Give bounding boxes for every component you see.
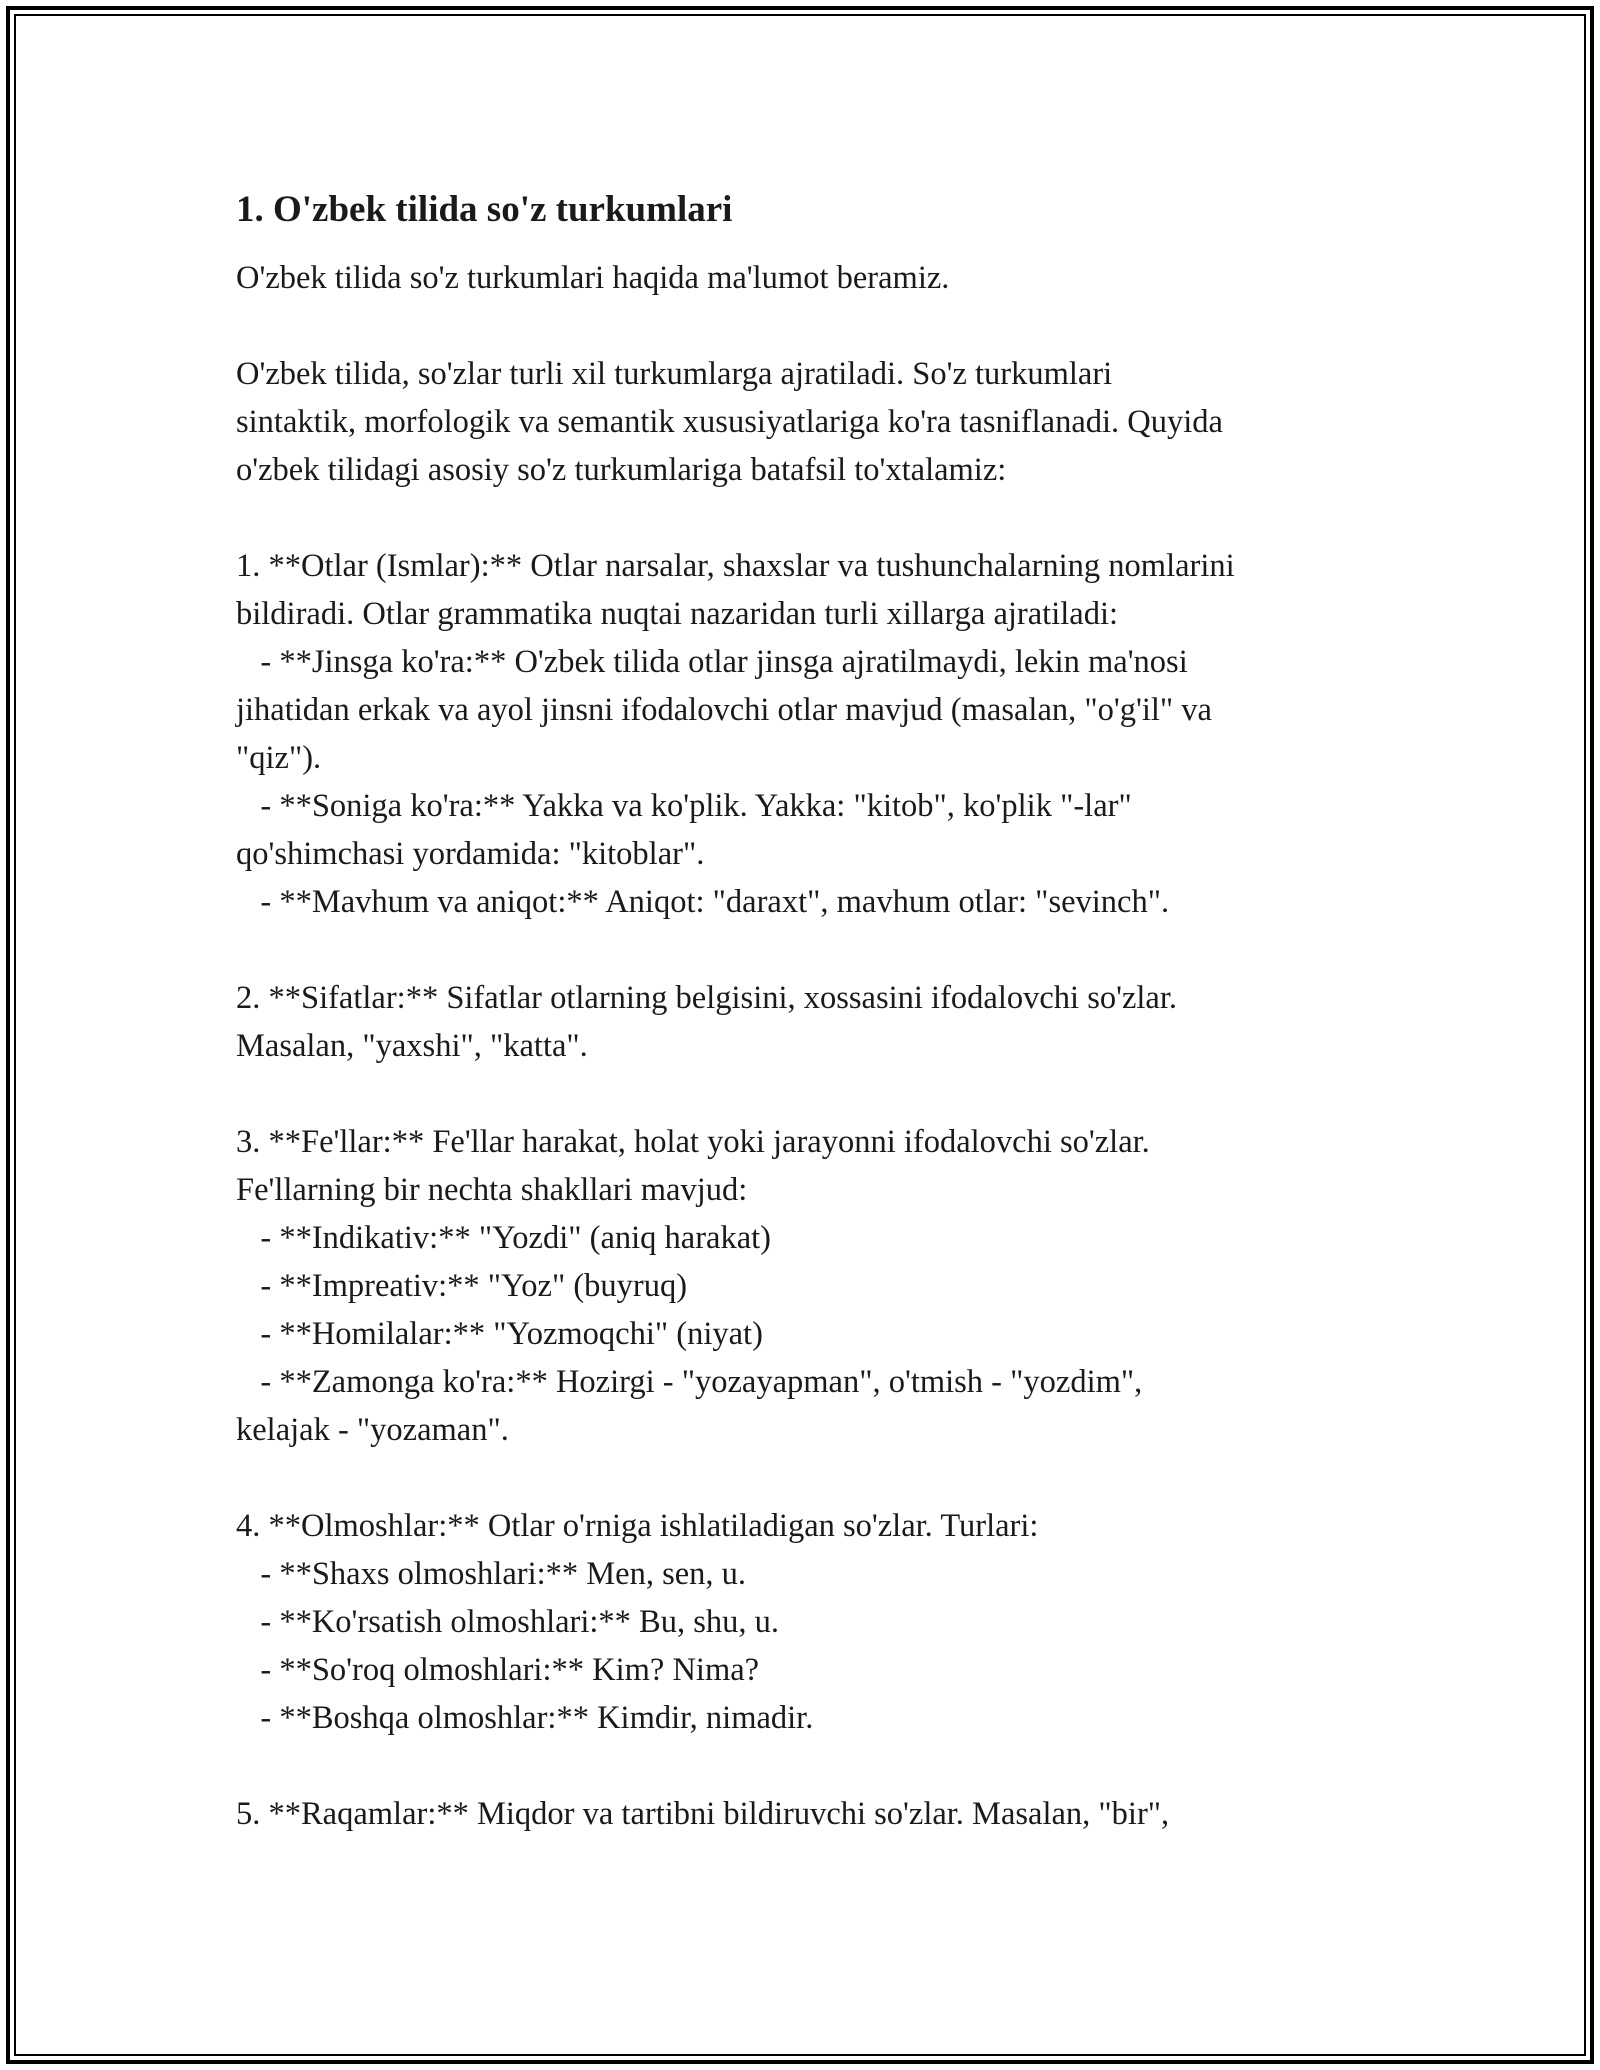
text-line: - **So'roq olmoshlari:** Kim? Nima? (236, 1652, 760, 1688)
text-line: O'zbek tilida so'z turkumlari haqida ma'lumot beramiz. (236, 260, 950, 296)
text-line: 2. **Sifatlar:** Sifatlar otlarning belgisini, xossasini ifodalovchi so'zlar. (236, 980, 1177, 1016)
text-line: kelajak - "yozaman". (236, 1412, 509, 1448)
blank-line (236, 926, 1396, 974)
text-line: 3. **Fe'llar:** Fe'llar harakat, holat yoki jarayonni ifodalovchi so'zlar. (236, 1124, 1150, 1160)
blank-line (236, 1070, 1396, 1118)
text-line: - **Shaxs olmoshlari:** Men, sen, u. (236, 1556, 747, 1592)
text-line: - **Soniga ko'ra:** Yakka va ko'plik. Yakka: "kitob", ko'plik "-lar" (236, 788, 1132, 824)
text-line: - **Homilalar:** "Yozmoqchi" (niyat) (236, 1316, 763, 1352)
text-line: o'zbek tilidagi asosiy so'z turkumlariga batafsil to'xtalamiz: (236, 452, 1007, 488)
document-body (236, 254, 1396, 1838)
text-line: 1. **Otlar (Ismlar):** Otlar narsalar, shaxslar va tushunchalarning nomlarini (236, 548, 1235, 584)
text-line: - **Zamonga ko'ra:** Hozirgi - "yozayapman", o'tmish - "yozdim", (236, 1364, 1143, 1400)
blank-line (236, 1454, 1396, 1502)
text-line: Masalan, "yaxshi", "katta". (236, 1028, 588, 1064)
text-line: 5. **Raqamlar:** Miqdor va tartibni bildiruvchi so'zlar. Masalan, "bir", (236, 1796, 1170, 1832)
blank-line (236, 494, 1396, 542)
text-line: - **Ko'rsatish olmoshlari:** Bu, shu, u. (236, 1604, 779, 1640)
text-line: - **Boshqa olmoshlar:** Kimdir, nimadir. (236, 1700, 814, 1736)
text-line: bildiradi. Otlar grammatika nuqtai nazaridan turli xillarga ajratiladi: (236, 596, 1119, 632)
text-line: sintaktik, morfologik va semantik xususiyatlariga ko'ra tasniflanadi. Quyida (236, 404, 1223, 440)
text-line: - **Impreativ:** "Yoz" (buyruq) (236, 1268, 688, 1304)
document-content (236, 186, 1396, 1838)
blank-line (236, 302, 1396, 350)
text-line: 4. **Olmoshlar:** Otlar o'rniga ishlatiladigan so'zlar. Turlari: (236, 1508, 1039, 1544)
text-line: - **Mavhum va aniqot:** Aniqot: "daraxt", mavhum otlar: "sevinch". (236, 884, 1170, 920)
text-line: jihatidan erkak va ayol jinsni ifodalovchi otlar mavjud (masalan, "o'g'il" va (236, 692, 1212, 728)
text-line: - **Indikativ:** "Yozdi" (aniq harakat) (236, 1220, 771, 1256)
text-line: qo'shimchasi yordamida: "kitoblar". (236, 836, 705, 872)
text-line: "qiz"). (236, 740, 322, 776)
document-title: 1. O'zbek tilida so'z turkumlari (236, 189, 733, 230)
text-line: - **Jinsga ko'ra:** O'zbek tilida otlar jinsga ajratilmaydi, lekin ma'nosi (236, 644, 1188, 680)
text-line: O'zbek tilida, so'zlar turli xil turkumlarga ajratiladi. So'z turkumlari (236, 356, 1113, 392)
text-line: Fe'llarning bir nechta shakllari mavjud: (236, 1172, 748, 1208)
blank-line (236, 1742, 1396, 1790)
